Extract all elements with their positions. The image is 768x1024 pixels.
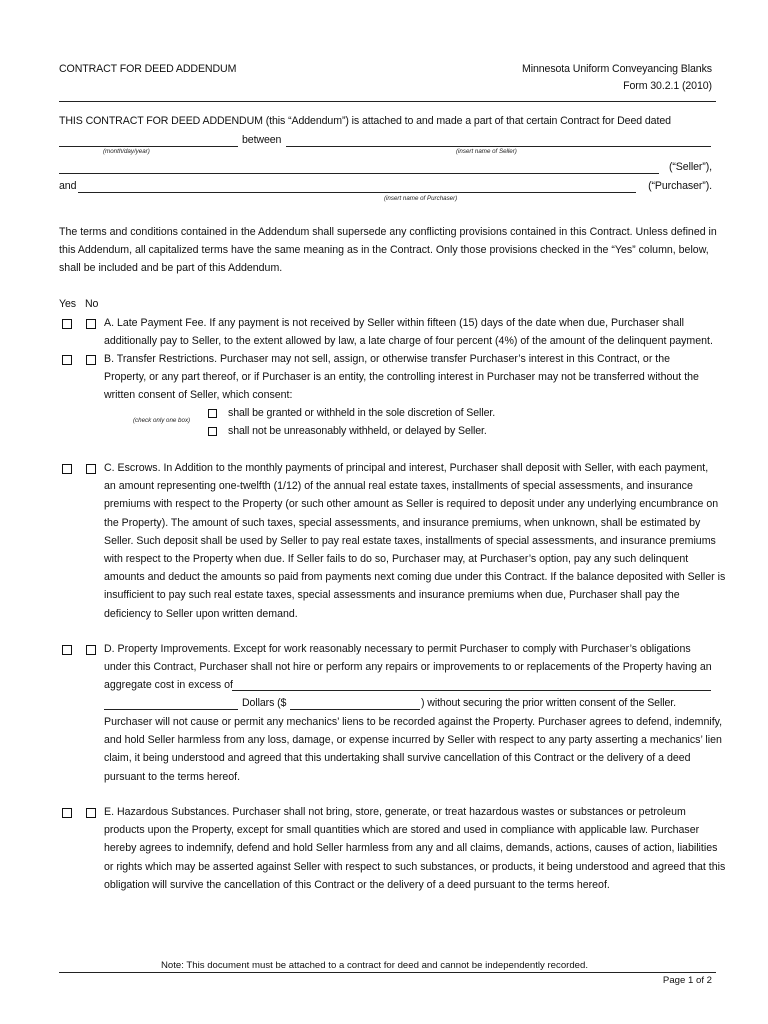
intro-line: shall be included and be part of this Addendum. bbox=[59, 262, 283, 275]
provision-c-line: deficiency to Seller upon written demand. bbox=[104, 607, 298, 620]
seller-label: (“Seller”), bbox=[668, 161, 712, 173]
provision-c-line: with respect to the Property when due. If Seller fails to do so, Purchaser may, at Purchaser’s option, pay any such delinquent bbox=[104, 553, 689, 566]
provision-d-line: under this Contract, Purchaser shall not hire or perform any repairs or improvements to or replacements of the Property having an bbox=[104, 661, 712, 674]
provision-c-line: C. Escrows. In Addition to the monthly payments of principal and interest, Purchaser shall deposit with Seller, with each payment, bbox=[104, 462, 709, 474]
purchaser-name-field[interactable] bbox=[78, 192, 636, 193]
seller-name-field[interactable] bbox=[286, 146, 711, 147]
provision-a-line: additionally pay to Seller, to the extent allowed by law, a late charge of four percent (4%) of the amount of the delinquent payment. bbox=[104, 335, 713, 348]
yes-column-header: Yes bbox=[59, 298, 76, 310]
consent-option-1: shall be granted or withheld in the sole discretion of Seller. bbox=[228, 407, 496, 419]
preamble-text: THIS CONTRACT FOR DEED ADDENDUM (this “Addendum”) is attached to and made a part of that certain Contract for Deed dated bbox=[59, 115, 671, 127]
provision-a-line: A. Late Payment Fee. If any payment is not received by Seller within fifteen (15) days of the date when due, Purchaser shall bbox=[104, 317, 685, 329]
seller-hint: (insert name of Seller) bbox=[456, 148, 517, 155]
dollars-label: Dollars ($ bbox=[242, 697, 287, 709]
check-one-hint: (check only one box) bbox=[133, 417, 191, 424]
provision-e-line: E. Hazardous Substances. Purchaser shall not bring, store, generate, or treat hazardous wastes or substances or petroleum bbox=[104, 806, 686, 818]
consent-not-unreasonably-checkbox[interactable] bbox=[208, 427, 217, 436]
provision-e-line: products upon the Property, except for small quantities which are stored and used in compliance with applicable law. Purchaser bbox=[104, 824, 700, 837]
date-field[interactable] bbox=[59, 146, 238, 147]
provision-d-continued bbox=[104, 713, 723, 786]
consent-clause: ) without securing the prior written consent of the Seller. bbox=[421, 697, 676, 709]
provision-d-line: aggregate cost in excess of bbox=[104, 679, 233, 692]
provision-d-line: claim, it being understood and agreed that this undertaking shall survive cancellation of this Contract or the delivery of a deed bbox=[104, 752, 691, 765]
provision-b-line: Property, or any part thereof, or if Purchaser is an entity, the controlling interest in Purchaser may not be transferred without the bbox=[104, 371, 699, 384]
page-number: Page 1 of 2 bbox=[662, 975, 712, 986]
between-label: between bbox=[242, 134, 282, 146]
provision-d-yes-checkbox[interactable] bbox=[62, 645, 72, 655]
provision-b-text bbox=[104, 350, 716, 405]
provision-c-line: the Property). The amount of such taxes, special assessments, and insurance premiums, when unknown, shall be estimated by bbox=[104, 516, 701, 529]
provision-e-line: or rights which may be asserted against Seller with respect to such substances, or products, it being understood and agreed that this bbox=[104, 860, 726, 873]
provision-c-line: amounts and deduct the amounts so paid from payments next coming due under this Contract. If the balance deposited with Seller is bbox=[104, 571, 726, 584]
purchaser-hint: (insert name of Purchaser) bbox=[384, 195, 458, 202]
provision-d-line: Purchaser will not cause or permit any mechanics’ liens to be recorded against the Property. Purchaser agrees to defend, indemnify, bbox=[104, 716, 723, 728]
cost-amount-field[interactable] bbox=[290, 709, 420, 710]
provision-d-line: and hold Seller harmless from any loss, damage, or expense incurred by Seller with respect to any party asserting a mechanics’ lien bbox=[104, 734, 722, 747]
intro-line: this Addendum, all capitalized terms have the same meaning as in the Contract. Only those provisions checked in the “Yes” column, below, bbox=[59, 244, 709, 257]
and-label: and bbox=[59, 180, 77, 192]
provision-e-text bbox=[104, 803, 726, 894]
provision-c-line: Seller. Such deposit shall be used by Seller to pay real estate taxes, installments of special assessments, and insurance premiums bbox=[104, 534, 716, 547]
form-title: CONTRACT FOR DEED ADDENDUM bbox=[59, 63, 237, 75]
intro-line: The terms and conditions contained in the Addendum shall supersede any conflicting provisions contained in this Contract. Unless defined in bbox=[59, 226, 717, 238]
provision-d-line: pursuant to the terms hereof. bbox=[104, 770, 241, 783]
provision-a-yes-checkbox[interactable] bbox=[62, 319, 72, 329]
purchaser-label: (“Purchaser”). bbox=[648, 180, 712, 192]
cost-words-field[interactable] bbox=[232, 690, 711, 691]
footer-rule bbox=[59, 972, 716, 973]
header-rule bbox=[59, 101, 716, 102]
provision-e-line: obligation will survive the cancellation of this Contract or the delivery of a deed pursuant to the terms hereof. bbox=[104, 878, 610, 891]
provision-b-line: B. Transfer Restrictions. Purchaser may not sell, assign, or otherwise transfer Purchaser’s interest in this Contract, or the bbox=[104, 353, 671, 365]
seller-name-field-cont[interactable] bbox=[59, 173, 659, 174]
provision-e-line: hereby agrees to indemnify, defend and hold Seller harmless from any and all claims, demands, actions, causes of action, liabilities bbox=[104, 842, 718, 855]
date-hint: (month/day/year) bbox=[103, 148, 150, 155]
provision-a-text bbox=[104, 314, 716, 350]
provision-b-line: written consent of Seller, which consent: bbox=[104, 389, 293, 402]
provision-c-line: insufficient to pay such real estate taxes, special assessments and insurance premiums when due, Purchaser shall pay the bbox=[104, 589, 680, 602]
provision-c-no-checkbox[interactable] bbox=[86, 464, 96, 474]
provision-b-yes-checkbox[interactable] bbox=[62, 355, 72, 365]
provision-c-yes-checkbox[interactable] bbox=[62, 464, 72, 474]
provision-d-no-checkbox[interactable] bbox=[86, 645, 96, 655]
provision-c-line: premiums with respect to the Property (or such other amount as Seller is required to deposit under any underlying encumbrance on bbox=[104, 498, 719, 511]
cost-words-field-cont[interactable] bbox=[104, 709, 238, 710]
provision-a-no-checkbox[interactable] bbox=[86, 319, 96, 329]
provision-c-line: an amount representing one-twelfth (1/12) of the annual real estate taxes, installments of special assessments, and insurance bbox=[104, 480, 693, 493]
consent-option-2: shall not be unreasonably withheld, or delayed by Seller. bbox=[228, 425, 487, 437]
provision-d-text bbox=[104, 640, 716, 695]
intro-paragraph bbox=[59, 223, 719, 278]
provision-c-text bbox=[104, 459, 726, 623]
consent-sole-discretion-checkbox[interactable] bbox=[208, 409, 217, 418]
provision-e-no-checkbox[interactable] bbox=[86, 808, 96, 818]
provision-e-yes-checkbox[interactable] bbox=[62, 808, 72, 818]
provision-d-line: D. Property Improvements. Except for work reasonably necessary to permit Purchaser to comply with Purchaser’s obligations bbox=[104, 643, 691, 655]
footer-note: Note: This document must be attached to a contract for deed and cannot be independently recorded. bbox=[161, 960, 589, 971]
form-source: Minnesota Uniform Conveyancing Blanks bbox=[521, 63, 712, 75]
form-number: Form 30.2.1 (2010) bbox=[623, 80, 712, 92]
provision-b-no-checkbox[interactable] bbox=[86, 355, 96, 365]
no-column-header: No bbox=[85, 298, 99, 310]
